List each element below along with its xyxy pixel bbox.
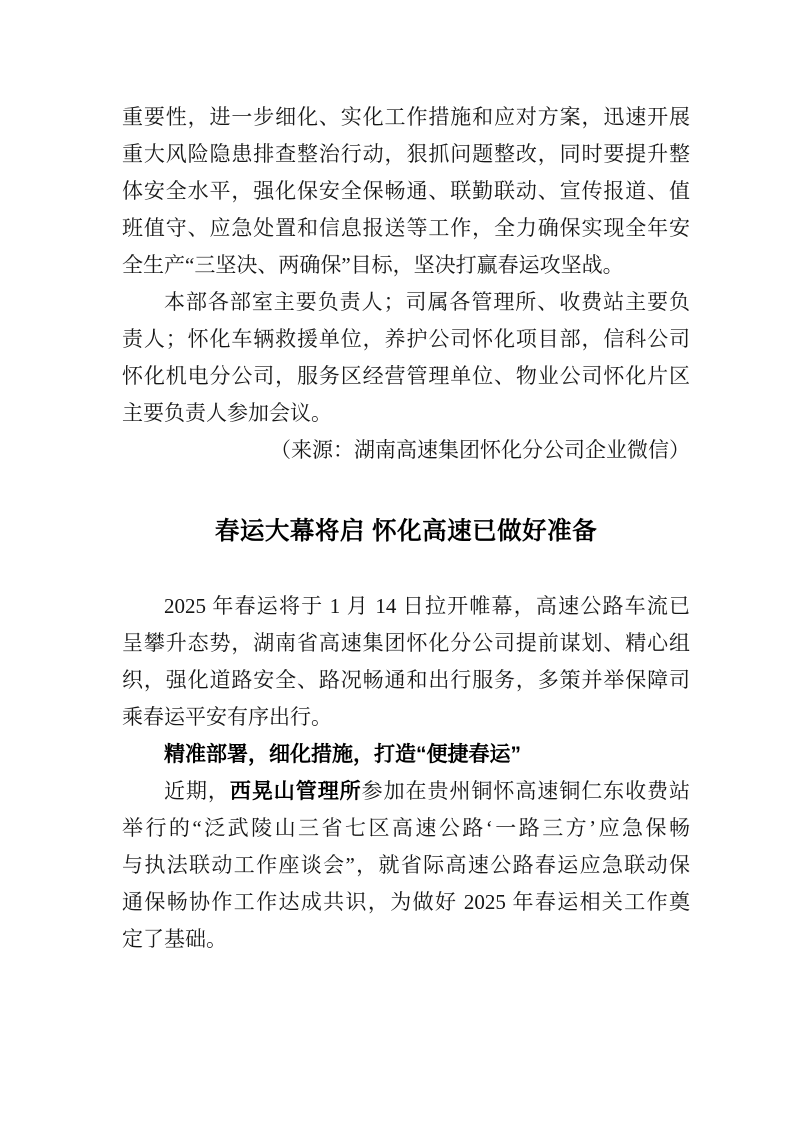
text-run: 举行的“泛武陵山三省七区高速公路‘一路三方’应急保畅	[122, 816, 690, 840]
text-line	[122, 699, 690, 736]
text-line	[122, 173, 690, 210]
text-line	[122, 210, 690, 247]
text-line	[122, 921, 690, 958]
text-line	[122, 284, 690, 321]
text-run: 呈攀升态势，湖南省高速集团怀化分公司提前谋划、精心组	[122, 631, 690, 655]
text-line	[122, 884, 690, 921]
text-line	[122, 773, 690, 810]
text-line	[122, 810, 690, 847]
bold-text-run: 西晃山管理所	[229, 780, 362, 803]
text-run: 通保畅协作工作达成共识，为做好 2025 年春运相关工作奠	[122, 890, 690, 914]
source-note: （来源：湖南高速集团怀化分公司企业微信）	[270, 438, 690, 462]
paragraph-spring-festival-intro	[122, 588, 690, 736]
text-run: 班值守、应急处置和信息报送等工作，全力确保实现全年安	[122, 216, 690, 240]
text-line	[122, 662, 690, 699]
text-line	[122, 247, 690, 284]
text-run: 参加在贵州铜怀高速铜仁东收费站	[361, 779, 691, 803]
paragraph-meeting-attendees	[122, 284, 690, 432]
paragraph-xihuangshan-meeting	[122, 773, 690, 958]
paragraph-safety-measures	[122, 99, 690, 284]
text-line	[122, 358, 690, 395]
text-line	[122, 321, 690, 358]
text-run: 近期，	[164, 779, 230, 803]
text-run: 2025 年春运将于 1 月 14 日拉开帷幕，高速公路车流已	[164, 594, 690, 618]
text-run: 本部各部室主要负责人；司属各管理所、收费站主要负	[164, 290, 690, 314]
text-run: 怀化机电分公司，服务区经营管理单位、物业公司怀化片区	[122, 364, 690, 388]
text-run: 责人；怀化车辆救援单位，养护公司怀化项目部，信科公司	[122, 327, 690, 351]
text-line	[122, 395, 690, 432]
text-run: 与执法联动工作座谈会”，就省际高速公路春运应急联动保	[122, 853, 690, 877]
text-line	[122, 99, 690, 136]
article-title: 春运大幕将启 怀化高速已做好准备	[214, 518, 598, 545]
text-run: 重大风险隐患排查整治行动，狠抓问题整改，同时要提升整	[122, 142, 690, 166]
text-run: 体安全水平，强化保安全保畅通、联勤联动、宣传报道、值	[122, 179, 690, 203]
text-run: 主要负责人参加会议。	[122, 401, 332, 425]
text-line	[122, 847, 690, 884]
text-line	[122, 136, 690, 173]
text-run: 重要性，进一步细化、实化工作措施和应对方案，迅速开展	[122, 105, 690, 129]
text-line	[122, 588, 690, 625]
section-subhead: 精准部署，细化措施，打造“便捷春运”	[164, 743, 521, 766]
text-run: 乘春运平安有序出行。	[122, 705, 332, 729]
text-run: 织，强化道路安全、路况畅通和出行服务，多策并举保障司	[122, 668, 690, 692]
text-line	[122, 625, 690, 662]
text-run: 定了基础。	[122, 927, 227, 951]
text-run: 全生产“三坚决、两确保”目标，坚决打赢春运攻坚战。	[122, 253, 624, 277]
